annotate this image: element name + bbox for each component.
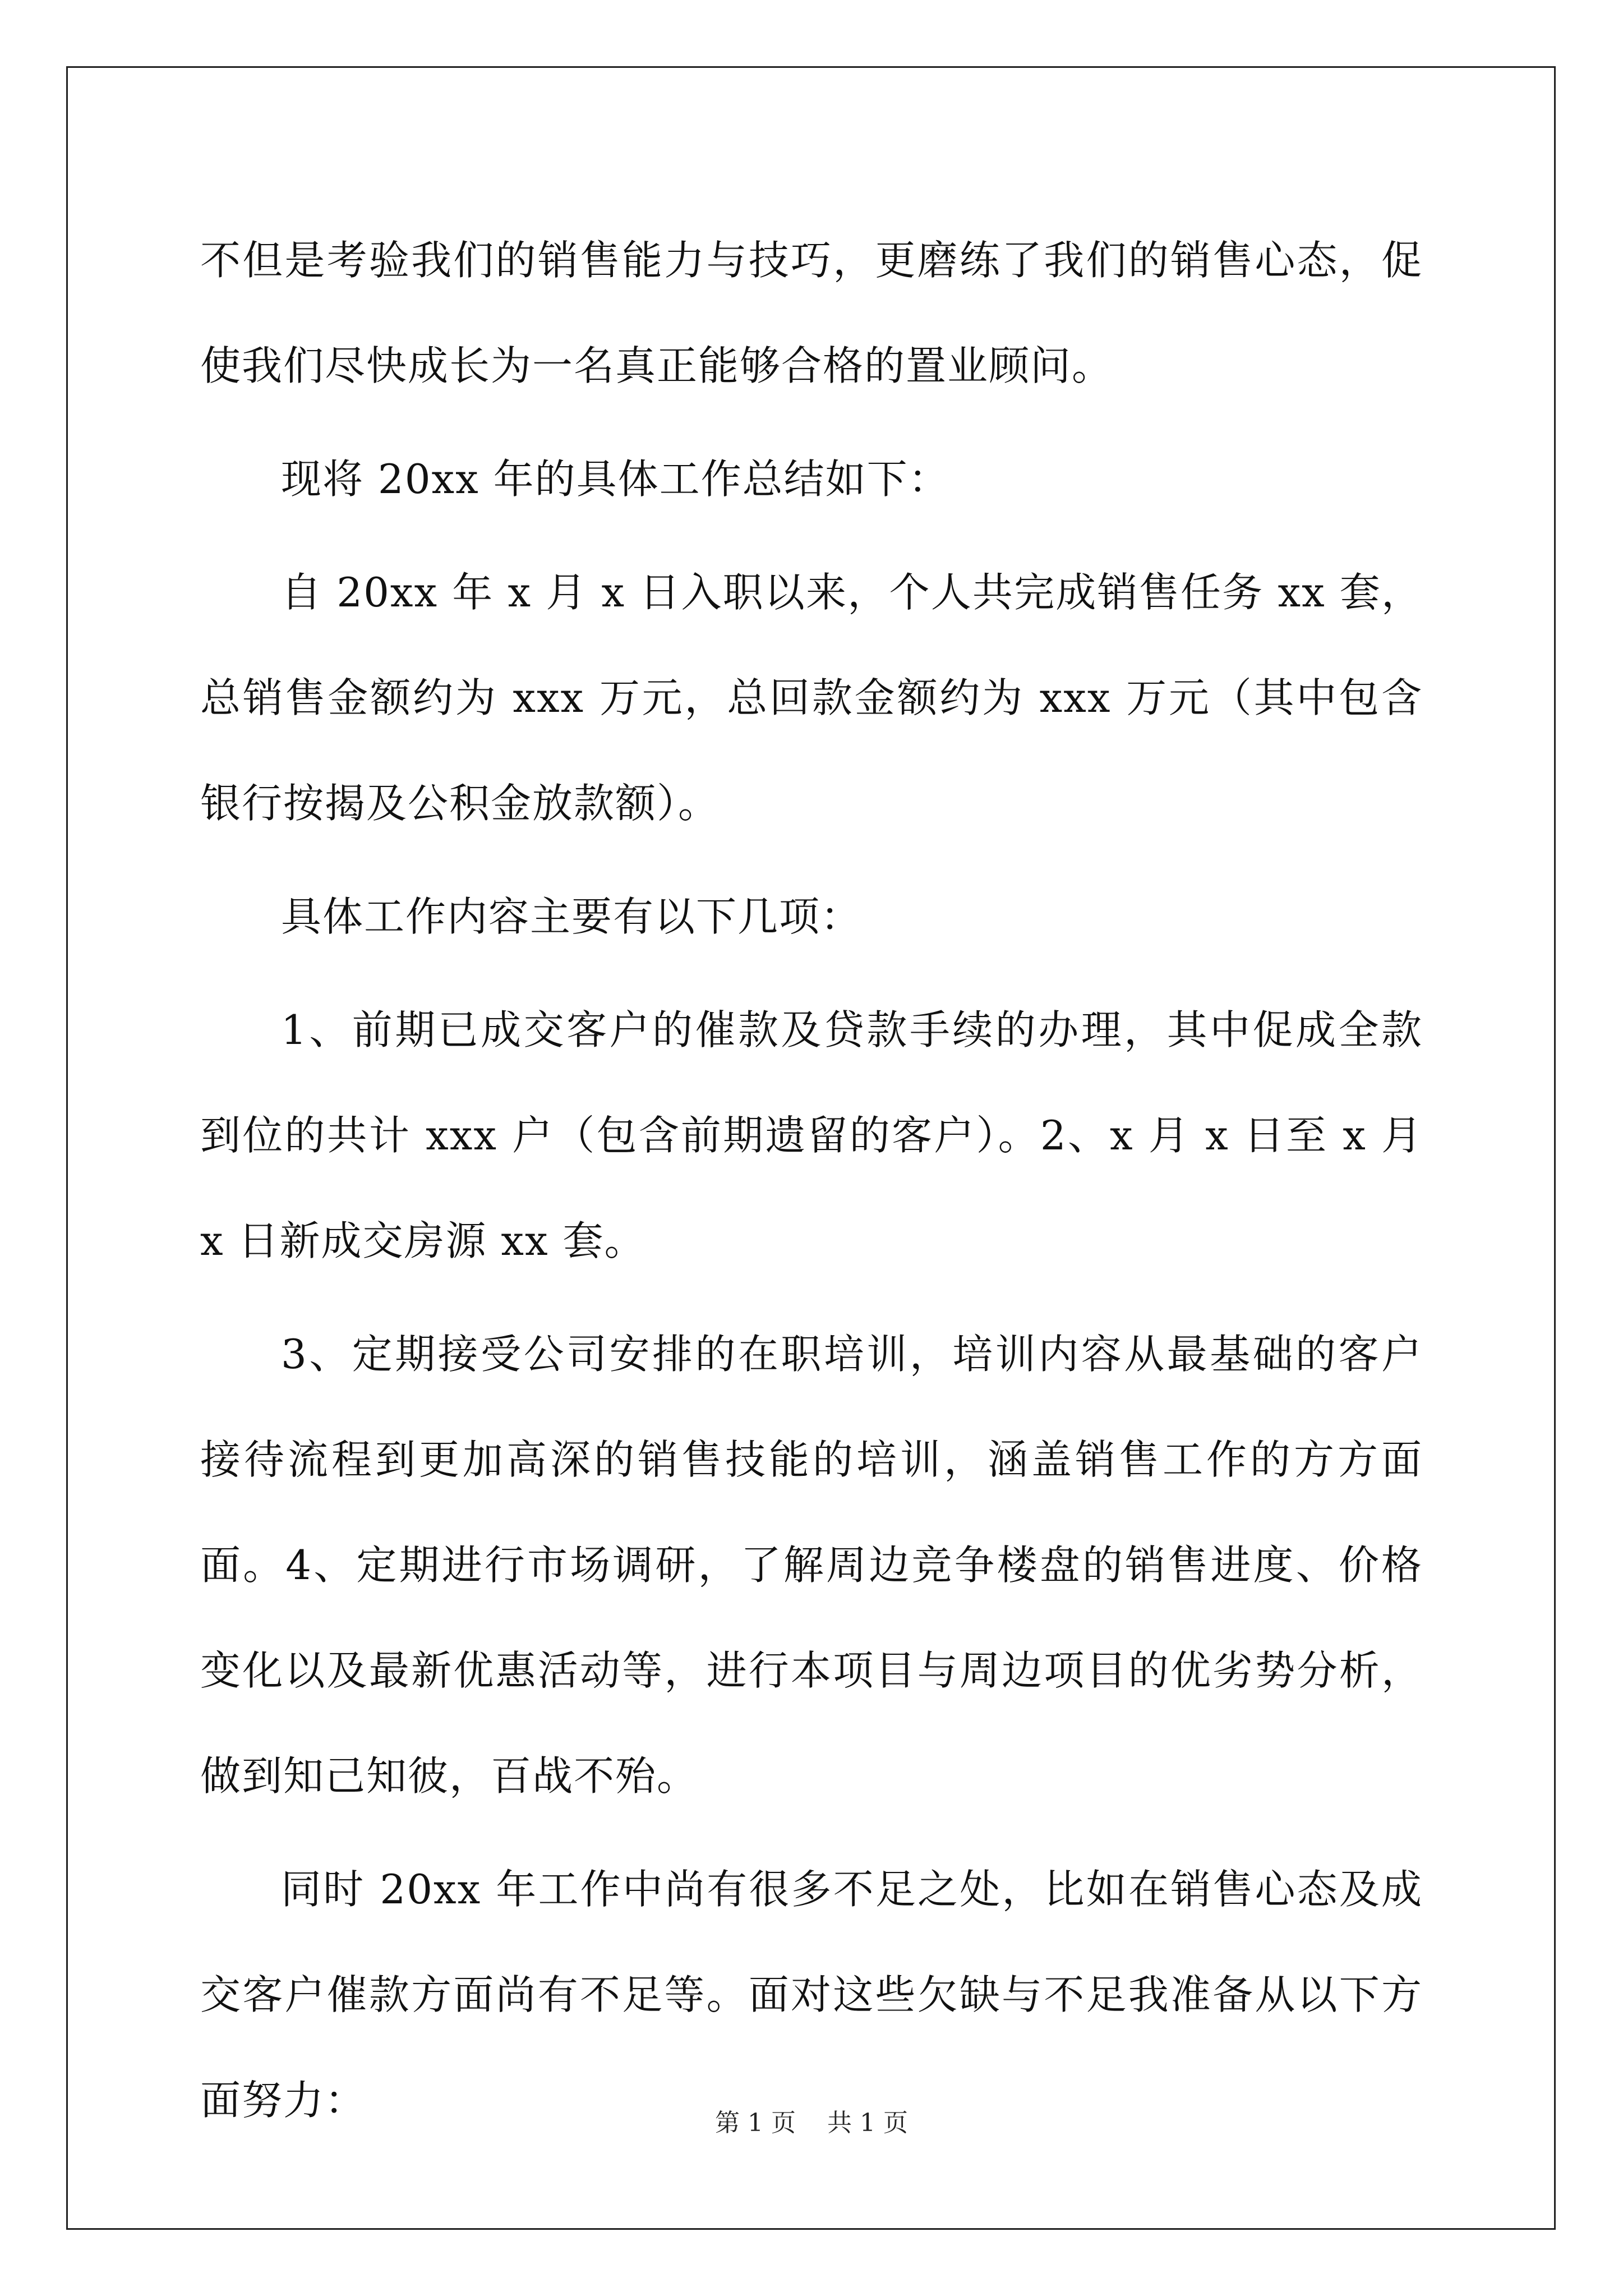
- page-footer: [0, 2102, 1623, 2138]
- page-total: 共 1 页: [827, 2109, 908, 2137]
- page-number: 第 1 页: [715, 2109, 796, 2137]
- paragraph-work-items-intro: 具体工作内容主要有以下几项：: [281, 893, 863, 940]
- paragraph-items-1-2: 1、前期已成交客户的催款及贷款手续的办理，其中促成全款到位的共计 xxx 户（包含前期遗留的客户）。2、x 月 x 日至 x 月 x 日新成交房源 xx 套。: [200, 1006, 1423, 1264]
- paragraph-continuation: 不但是考验我们的销售能力与技巧，更磨练了我们的销售心态，促使我们尽快成长为一名真正能够合格的置业顾问。: [200, 237, 1423, 389]
- paragraph-shortcomings: 同时 20xx 年工作中尚有很多不足之处，比如在销售心态及成交客户催款方面尚有不足等。面对这些欠缺与不足我准备从以下方面努力：: [200, 1866, 1423, 2124]
- paragraph-sales-results: 自 20xx 年 x 月 x 日入职以来，个人共完成销售任务 xx 套，总销售金额约为 xxx 万元，总回款金额约为 xxx 万元（其中包含银行按揭及公积金放款额）。: [200, 569, 1423, 827]
- document-body: [200, 208, 1423, 2161]
- paragraph-summary-intro: 现将 20xx 年的具体工作总结如下：: [281, 455, 950, 503]
- paragraph-items-3-4: 3、定期接受公司安排的在职培训，培训内容从最基础的客户接待流程到更加高深的销售技能的培训，涵盖销售工作的方方面面。4、定期进行市场调研，了解周边竞争楼盘的销售进度、价格变化以及最新优惠活动等，进行本项目与周边项目的优劣势分析，做到知己知彼，百战不殆。: [200, 1331, 1423, 1800]
